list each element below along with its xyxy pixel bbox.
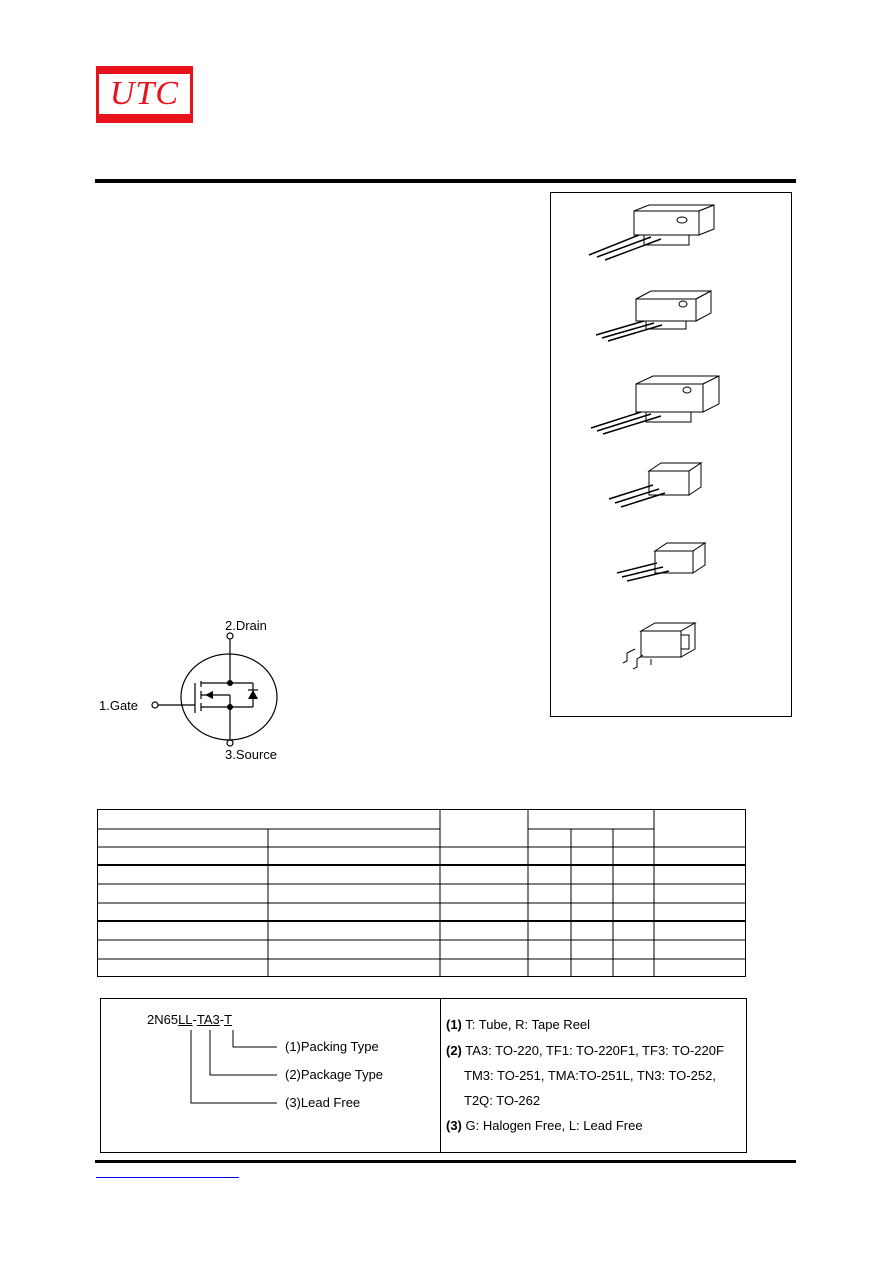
footer-website-link[interactable] [96,1177,239,1178]
legend-line-4: T2Q: TO-262 [464,1093,541,1108]
callout-packing-type: (1)Packing Type [285,1039,379,1054]
callout-lines [101,999,440,1152]
package-to220f-icon [591,376,719,434]
mosfet-symbol [95,615,295,770]
part-package-code: TA3 [196,1012,220,1027]
source-label: 3.Source [225,747,278,762]
package-to251l-icon [617,543,705,581]
package-to251-icon [609,463,701,507]
package-illustrations [550,192,792,717]
legend-line-3: TM3: TO-251, TMA:TO-251L, TN3: TO-252, [464,1068,716,1083]
drain-label: 2.Drain [225,618,267,633]
header-rule [95,179,796,183]
part-lead-code: LL [178,1012,193,1027]
package-to220f1-icon [596,291,711,341]
logo-text: UTC [109,75,180,112]
package-drawings [551,193,793,718]
gate-label: 1.Gate [99,698,139,713]
callout-package-type: (2)Package Type [285,1067,384,1082]
marking-divider [440,999,441,1152]
ordering-information-table [97,809,746,977]
part-separator-1: - [192,1012,197,1027]
table-grid [97,809,746,977]
part-packing-code: T [224,1012,233,1027]
callout-lead-free: (3)Lead Free [285,1095,361,1110]
part-number-decoding [100,998,747,1153]
part-prefix: 2N65 [147,1012,179,1027]
legend-line-5: (3) G: Halogen Free, L: Lead Free [446,1118,643,1133]
logo-inner [99,74,190,114]
legend-line-2: (2) TA3: TO-220, TF1: TO-220F1, TF3: TO-220F [446,1043,724,1058]
package-to220-icon [589,205,714,260]
utc-logo [96,66,193,123]
part-separator-2: - [219,1012,225,1027]
legend-line-1: (1) T: Tube, R: Tape Reel [446,1017,591,1032]
footer-rule [95,1160,796,1163]
package-to252-icon [623,623,695,669]
